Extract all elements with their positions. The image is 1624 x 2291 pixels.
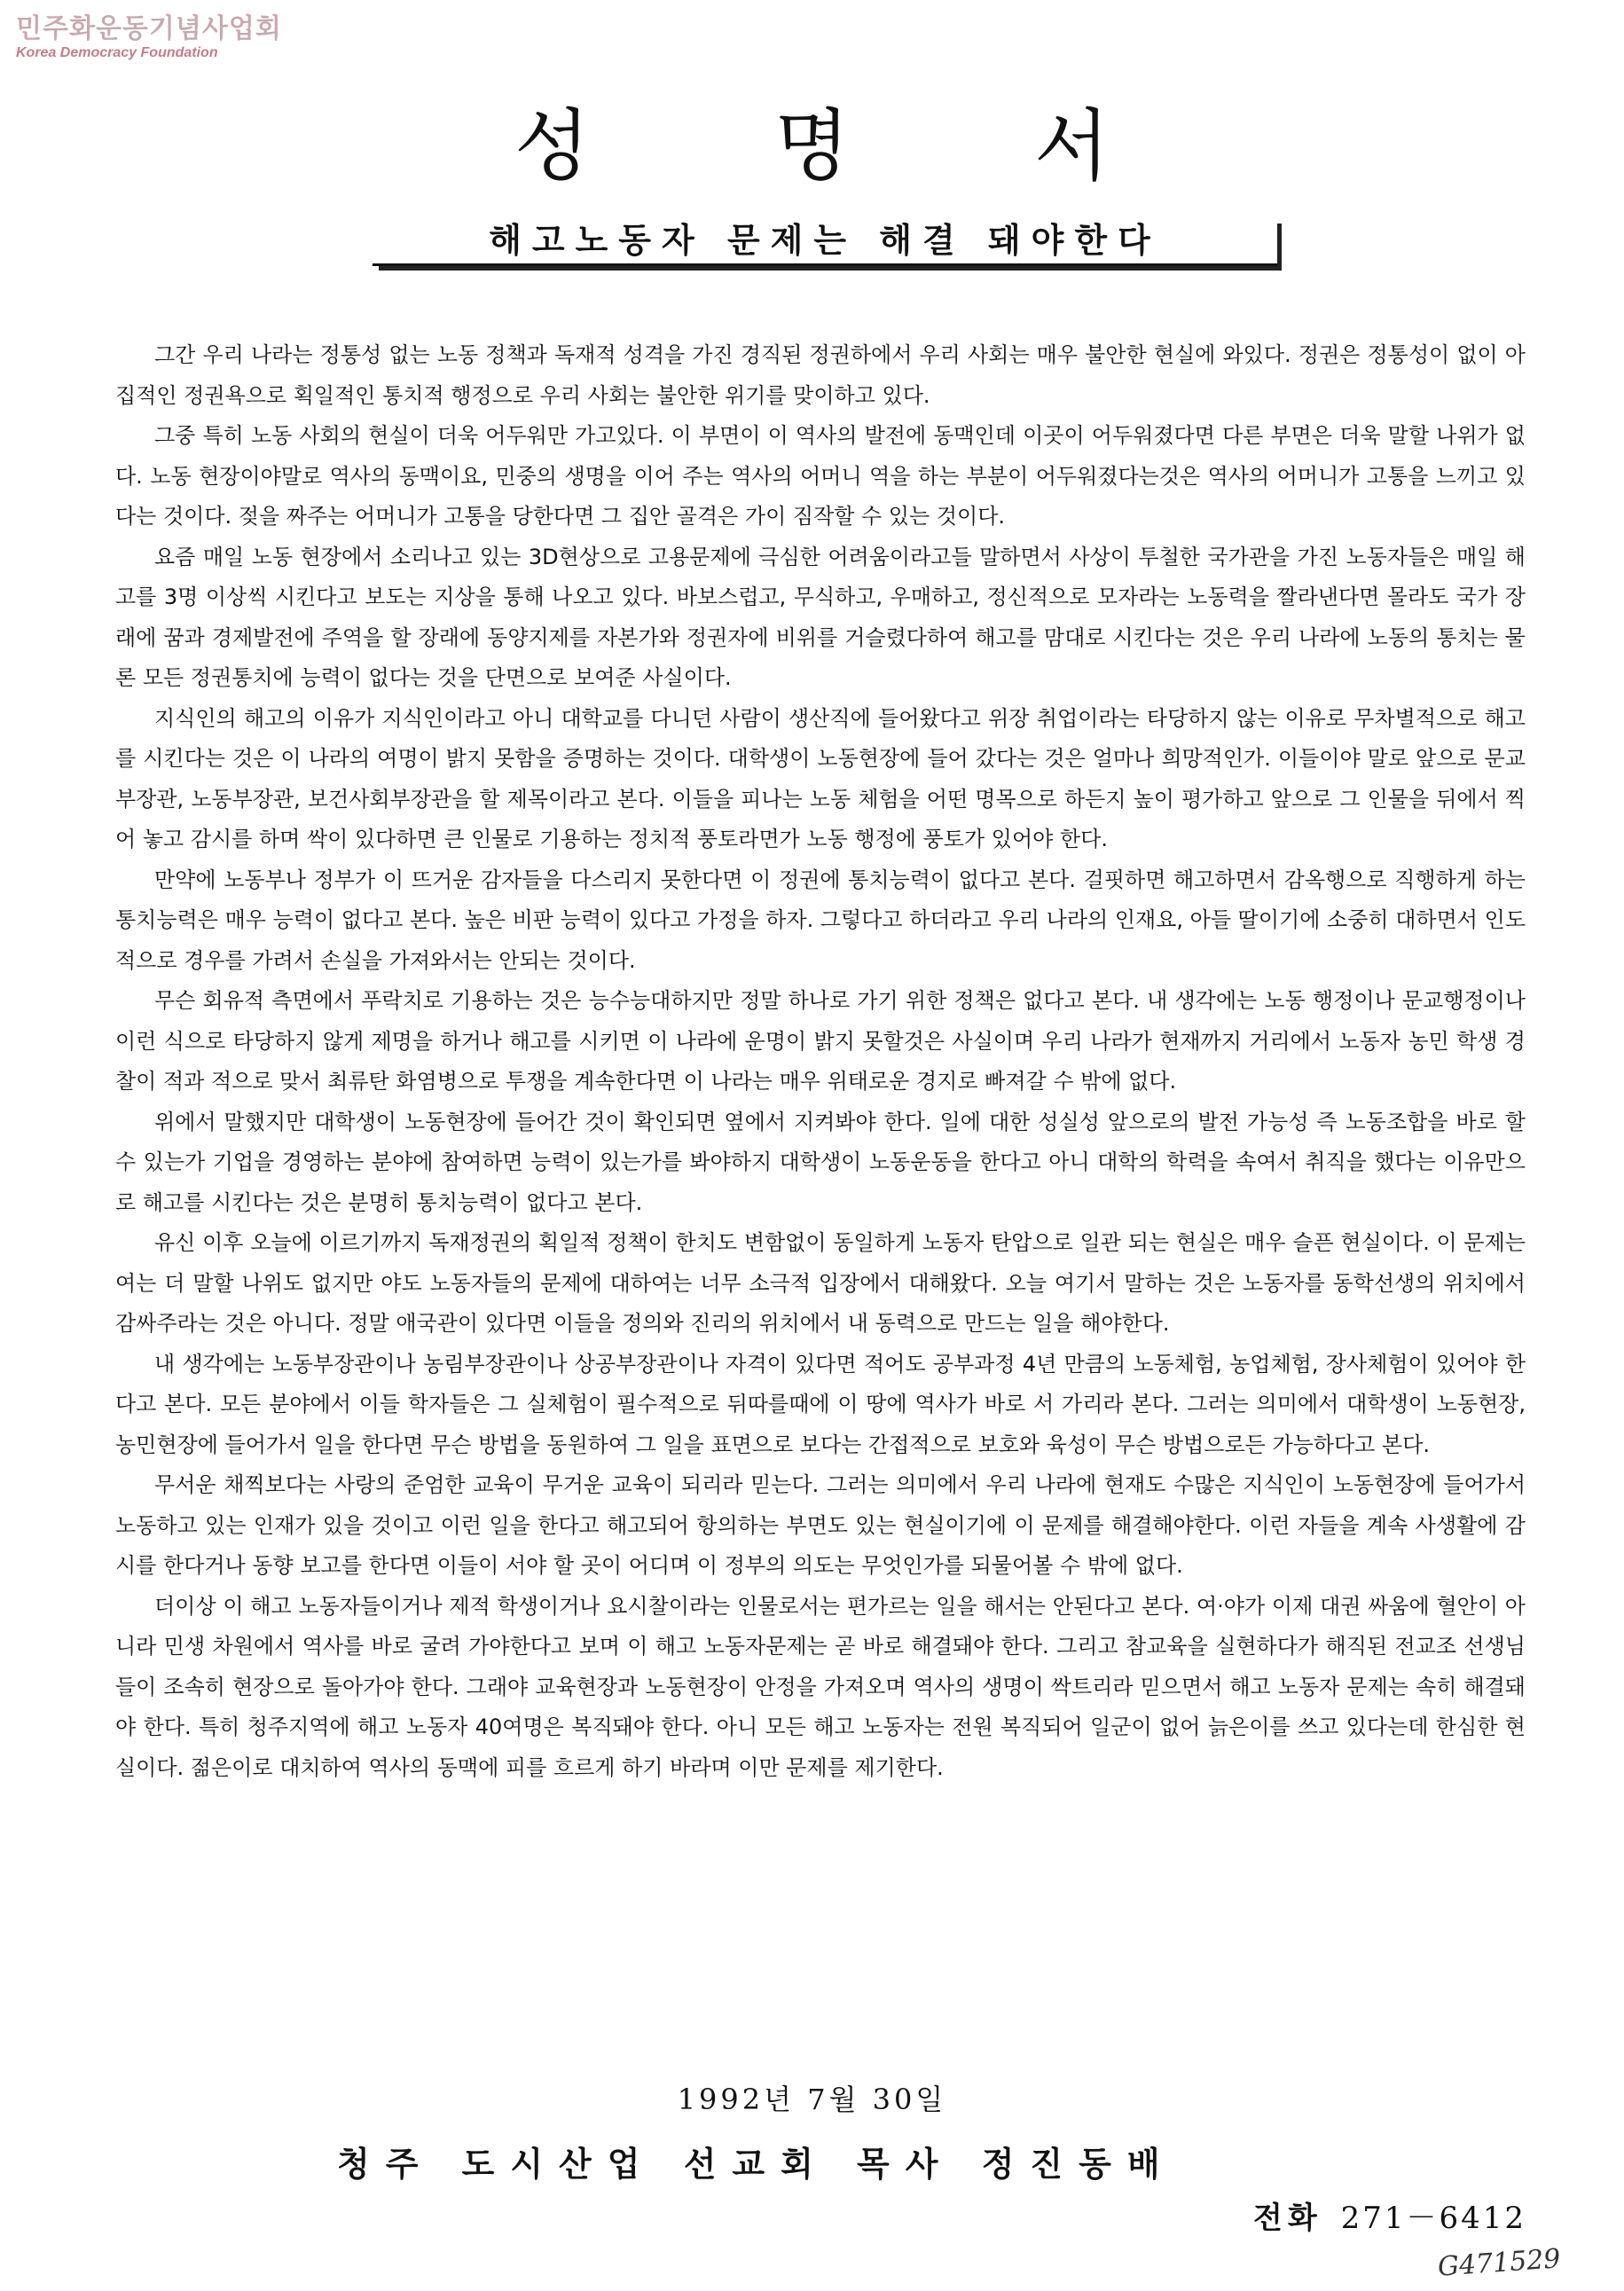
paragraph: 만약에 노동부나 정부가 이 뜨거운 감자들을 다스리지 못한다면 이 정권에 통치능력이 없다고 본다. 걸핏하면 해고하면서 감옥행으로 직행하게 하는 통치능력은 매우 능력이 없다고 본다. 높은 비판 능력이 있다고 가정을 하자. 그렇다고 하더라고 우리 나라의 인재요, 아들 딸이기에 소중히 대하면서 인도적으로 경우를 가려서 손실을 가져와서는 안되는 것이다. bbox=[115, 867, 1526, 973]
document-title: 성 명 서 bbox=[514, 100, 1189, 192]
archive-id-handwritten: G471529 bbox=[1436, 2243, 1562, 2283]
signer-line: 청주 도시산업 선교회 목사 정진동배 bbox=[337, 2145, 1176, 2184]
document-date: 1992년 7월 30일 bbox=[677, 2083, 947, 2116]
watermark-logo bbox=[16, 12, 309, 62]
statement-body bbox=[115, 335, 1526, 1788]
paragraph: 요즘 매일 노동 현장에서 소리나고 있는 3D현상으로 고용문제에 극심한 어려움이라고들 말하면서 사상이 투철한 국가관을 가진 노동자들은 매일 해고를 3명 이상씩 시킨다고 보도는 지상을 통해 나오고 있다. 바보스럽고, 무식하고, 우매하고, 정신적으로 모자라는 노동력을 짤라낸다면 몰라도 국가 장래에 꿈과 경제발전에 주역을 할 장래에 동양지제를 자본가와 정권자에 비위를 거슬렸다하여 해고를 맘대로 시킨다는 것은 우리 나라에 노동의 통치는 물론 모든 정권통치에 능력이 없다는 것을 단면으로 보여준 사실이다. bbox=[115, 544, 1526, 690]
phone-number: 271－6412 bbox=[1340, 2201, 1526, 2236]
paragraph: 무슨 회유적 측면에서 푸락치로 기용하는 것은 능수능대하지만 정말 하나로 가기 위한 정책은 없다고 본다. 내 생각에는 노동 행정이나 문교행정이나 이런 식으로 타당하지 않게 제명을 하거나 해고를 시키면 이 나라에 운명이 밝지 못할것은 사실이며 우리 나라가 현재까지 거리에서 노동자 농민 학생 경찰이 적과 적으로 맞서 최류탄 화염병으로 투쟁을 계속한다면 이 나라는 매우 위태로운 경지로 빠져갈 수 밖에 없다. bbox=[115, 988, 1526, 1094]
paragraph: 지식인의 해고의 이유가 지식인이라고 아니 대학교를 다니던 사람이 생산직에 들어왔다고 위장 취업이라는 타당하지 않는 이유로 무차별적으로 해고를 시킨다는 것은 이 나라의 여명이 밝지 못함을 증명하는 것이다. 대학생이 노동현장에 들어 갔다는 것은 얼마나 희망적인가. 이들이야 말로 앞으로 문교부장관, 노동부장관, 보건사회부장관을 할 제목이라고 본다. 이들을 피나는 노동 체험을 어떤 명목으로 하든지 높이 평가하고 앞으로 그 인물을 뒤에서 찍어 놓고 감시를 하며 싹이 있다하면 큰 인물로 기용하는 정치적 풍토라면가 노동 행정에 풍토가 있어야 한다. bbox=[115, 705, 1526, 851]
paragraph: 그간 우리 나라는 정통성 없는 노동 정책과 독재적 성격을 가진 경직된 정권하에서 우리 사회는 매우 불안한 현실에 와있다. 정권은 정통성이 없이 아집적인 정권욕으로 획일적인 통치적 행정으로 우리 사회는 불안한 위기를 맞이하고 있다. bbox=[115, 342, 1526, 408]
watermark-korean: 민주화운동기념사업회 bbox=[16, 13, 282, 44]
subtitle-box bbox=[373, 217, 1286, 271]
paragraph: 더이상 이 해고 노동자들이거나 제적 학생이거나 요시찰이라는 인물로서는 편가르는 일을 해서는 안된다고 본다. 여·야가 이제 대권 싸움에 혈안이 아니라 민생 차원에서 역사를 바로 굴려 가야한다고 보며 이 해고 노동자문제는 곧 바로 해결돼야 한다. 그리고 참교육을 실현하다가 해직된 전교조 선생님들이 조속히 현장으로 돌아가야 한다. 그래야 교육현장과 노동현장이 안정을 가져오며 역사의 생명이 싹트리라 믿으면서 해고 노동자 문제는 속히 해결돼야 한다. 특히 청주지역에 해고 노동자 40여명은 복직돼야 한다. 아니 모든 해고 노동자는 전원 복직되어 일군이 없어 늙은이를 쓰고 있다는데 한심한 현실이다. 젊은이로 대치하여 역사의 동맥에 피를 흐르게 하기 바라며 이만 문제를 제기한다. bbox=[115, 1593, 1526, 1780]
paragraph: 내 생각에는 노동부장관이나 농림부장관이나 상공부장관이나 자격이 있다면 적어도 공부과정 4년 만큼의 노동체험, 농업체험, 장사체험이 있어야 한다고 본다. 모든 분야에서 이들 학자들은 그 실체험이 필수적으로 뒤따를때에 이 땅에 역사가 바로 서 가리라 본다. 그러는 의미에서 대학생이 노동현장, 농민현장에 들어가서 일을 한다면 무슨 방법을 동원하여 그 일을 표면으로 보다는 간접적으로 보호와 육성이 무슨 방법으로든 가능하다고 본다. bbox=[115, 1351, 1526, 1457]
document-subtitle: 해고노동자 문제는 해결 돼야한다 bbox=[373, 217, 1277, 266]
paragraph: 그중 특히 노동 사회의 현실이 더욱 어두워만 가고있다. 이 부면이 이 역사의 발전에 동맥인데 이곳이 어두워졌다면 다른 부면은 더욱 말할 나위가 없다. 노동 현장이야말로 역사의 동맥이요, 민중의 생명을 이어 주는 역사의 어머니 역을 하는 부분이 어두워졌다는것은 역사의 어머니가 고통을 느끼고 있다는 것이다. 젖을 짜주는 어머니가 고통을 당한다면 그 집안 골격은 가이 짐작할 수 있는 것이다. bbox=[115, 423, 1526, 529]
phone-label: 전화 bbox=[1253, 2201, 1322, 2236]
paragraph: 위에서 말했지만 대학생이 노동현장에 들어간 것이 확인되면 옆에서 지켜봐야 한다. 일에 대한 성실성 앞으로의 발전 가능성 즉 노동조합을 바로 할 수 있는가 기업을 경영하는 분야에 참여하면 능력이 있는가를 봐야하지 대학생이 노동운동을 한다고 아니 대학의 학력을 속여서 취직을 했다는 이유만으로 해고를 시킨다는 것은 분명히 통치능력이 없다고 본다. bbox=[115, 1109, 1526, 1215]
phone-line bbox=[1253, 2198, 1526, 2239]
paragraph: 무서운 채찍보다는 사랑의 준엄한 교육이 무거운 교육이 되리라 믿는다. 그러는 의미에서 우리 나라에 현재도 수많은 지식인이 노동현장에 들어가서 노동하고 있는 인재가 있을 것이고 이런 일을 한다고 해고되어 항의하는 부면도 있는 현실이기에 이 문제를 해결해야한다. 이런 자들을 계속 사생활에 감시를 한다거나 동향 보고를 한다면 이들이 서야 할 곳이 어디며 이 정부의 의도는 무엇인가를 되물어볼 수 밖에 없다. bbox=[115, 1472, 1526, 1578]
paragraph: 유신 이후 오늘에 이르기까지 독재정권의 획일적 정책이 한치도 변함없이 동일하게 노동자 탄압으로 일관 되는 현실은 매우 슬픈 현실이다. 이 문제는 여는 더 말할 나위도 없지만 야도 노동자들의 문제에 대하여는 너무 소극적 입장에서 대해왔다. 오늘 여기서 말하는 것은 노동자를 동학선생의 위치에서 감싸주라는 것은 아니다. 정말 애국관이 있다면 이들을 정의와 진리의 위치에서 내 동력으로 만드는 일을 해야한다. bbox=[115, 1230, 1526, 1336]
watermark-english: Korea Democracy Foundation bbox=[16, 45, 218, 60]
